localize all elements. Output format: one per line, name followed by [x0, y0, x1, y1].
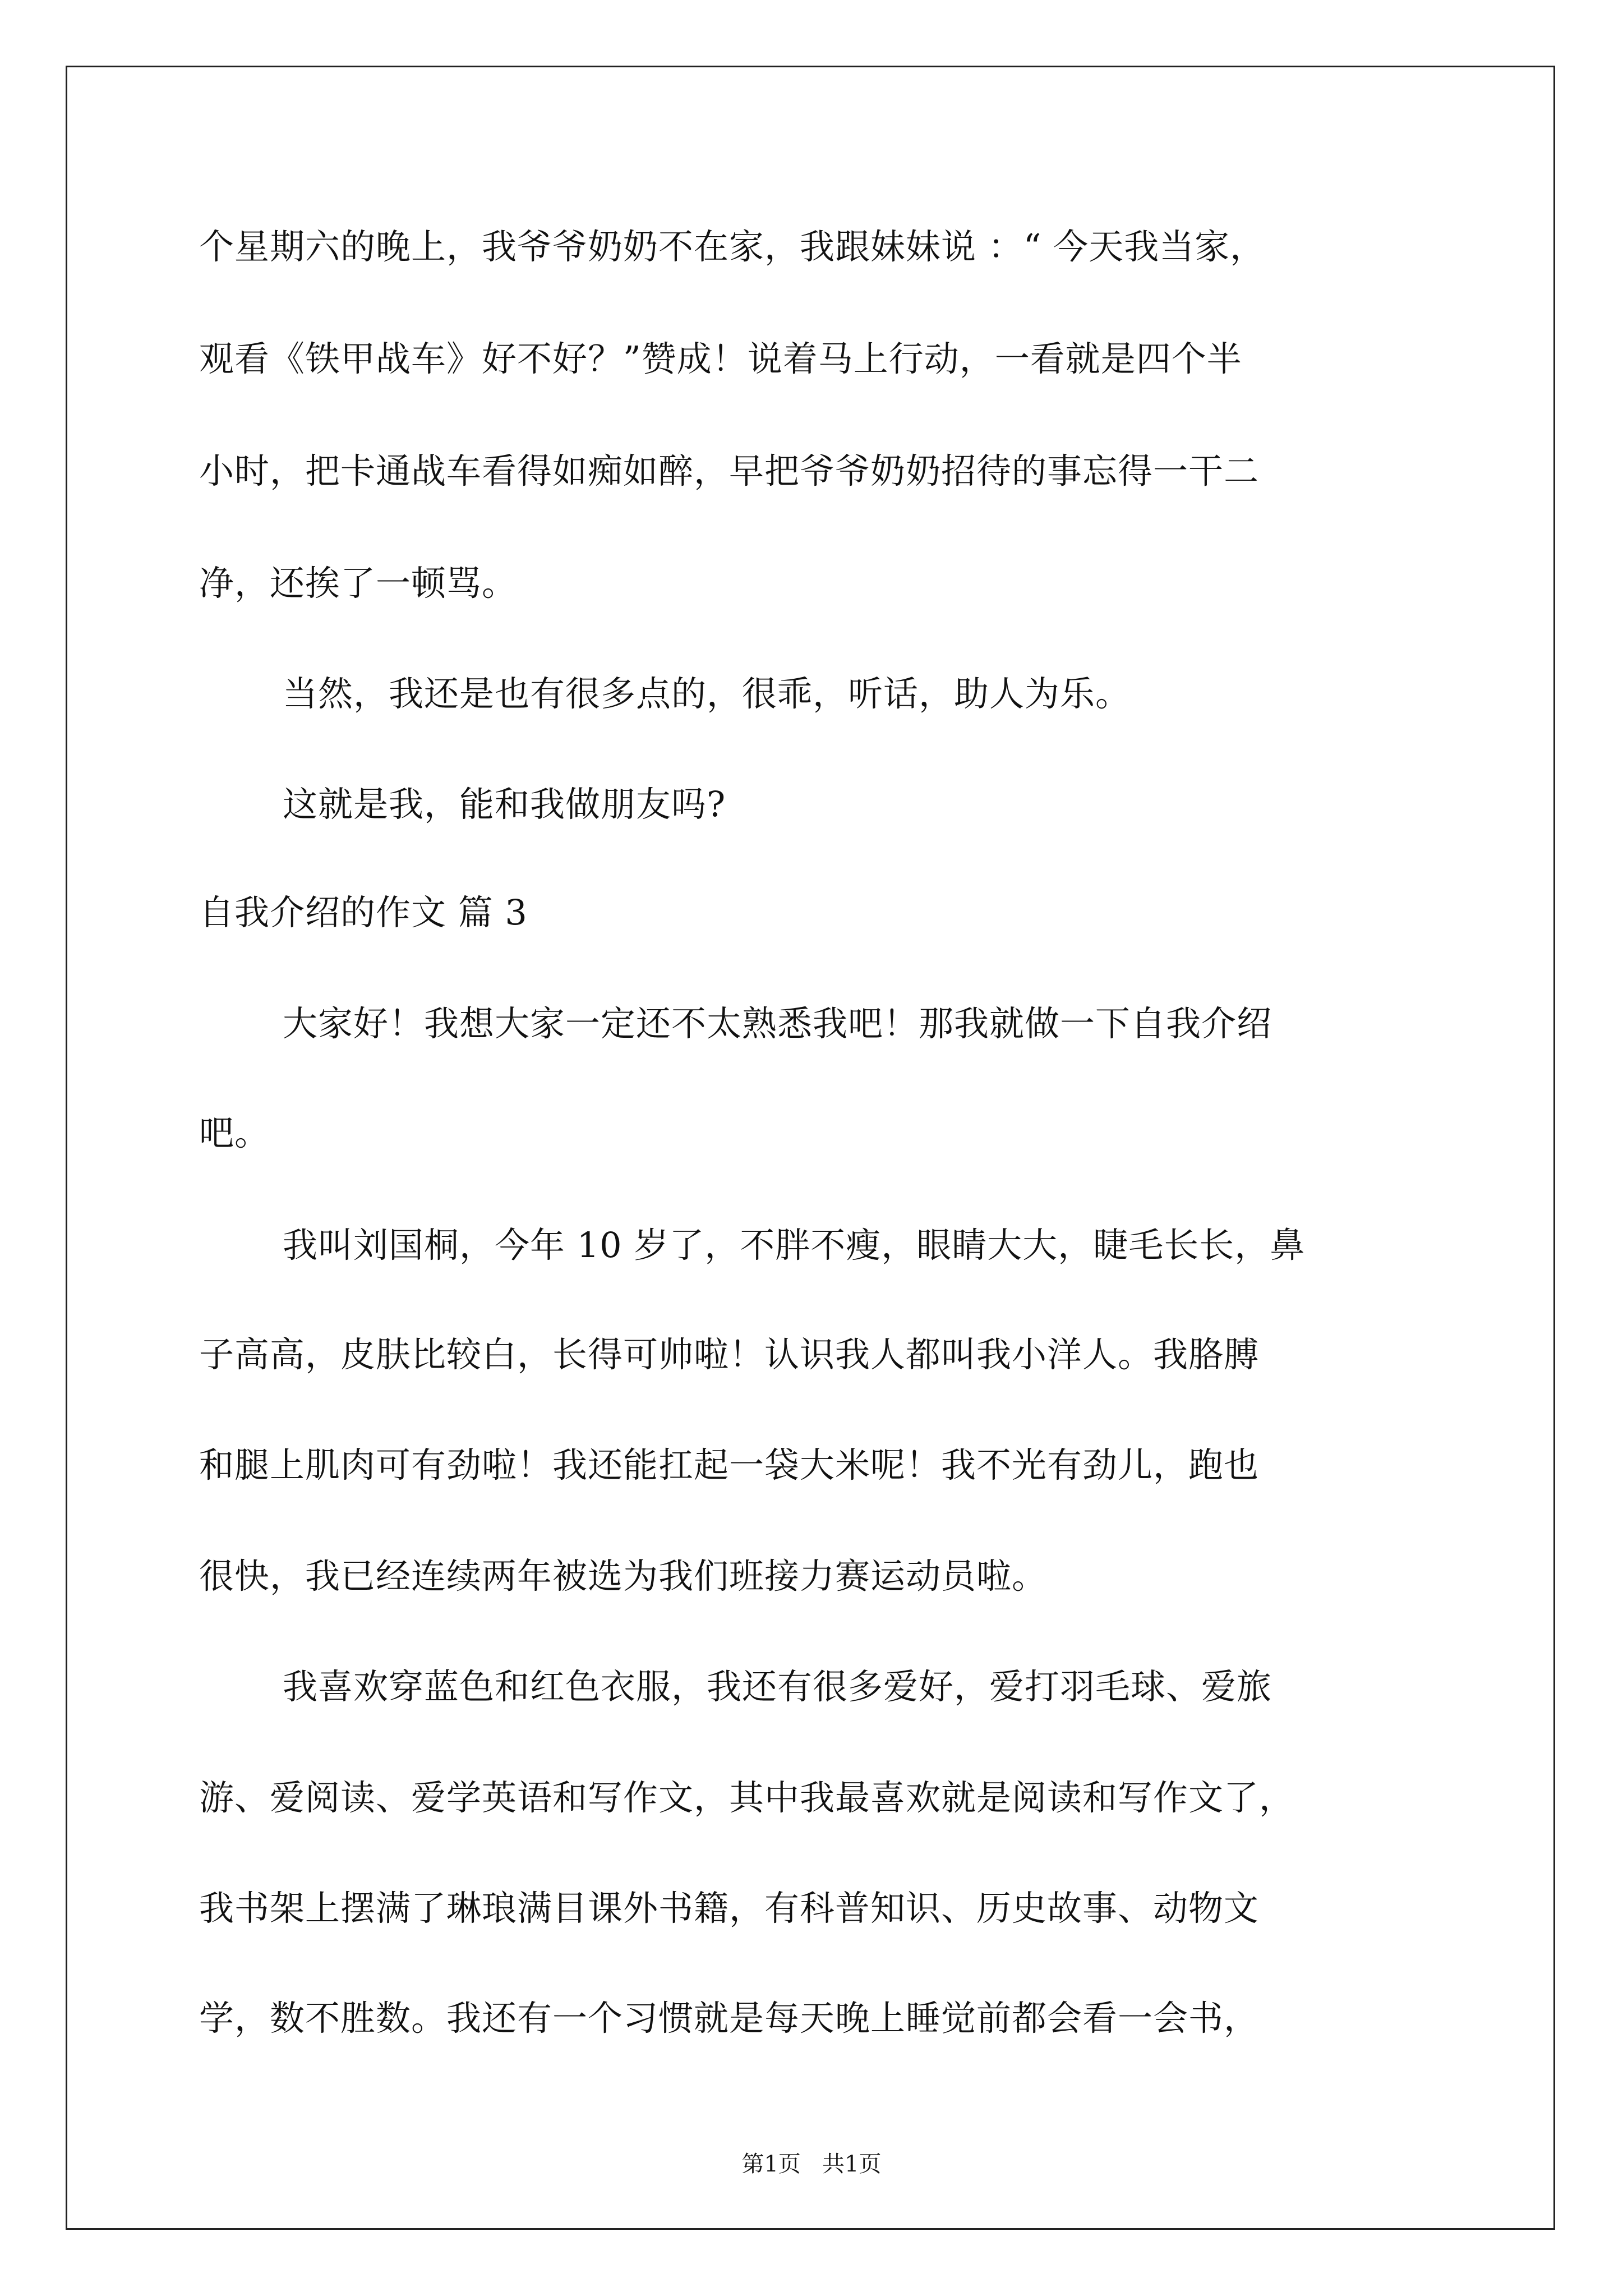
paragraph-line: 观看《铁甲战车》好不好？”赞成！说着马上行动，一看就是四个半: [199, 338, 1242, 379]
paragraph-line: 净，还挨了一顿骂。: [199, 563, 518, 604]
paragraph-line: 个星期六的晚上，我爷爷奶奶不在家，我跟妹妹说 ：“ 今天我当家，: [199, 226, 1266, 267]
paragraph-line: 我喜欢穿蓝色和红色衣服，我还有很多爱好，爱打羽毛球、爱旅: [283, 1666, 1272, 1707]
section-heading: 自我介绍的作文 篇 3: [199, 892, 528, 933]
paragraph-line: 游、爱阅读、爱学英语和写作文，其中我最喜欢就是阅读和写作文了，: [199, 1777, 1295, 1818]
paragraph-line: 和腿上肌肉可有劲啦！我还能扛起一袋大米呢！我不光有劲儿，跑也: [199, 1444, 1260, 1485]
paragraph-line: 吧。: [199, 1112, 270, 1153]
paragraph-line: 大家好！我想大家一定还不太熟悉我吧！那我就做一下自我介绍: [283, 1003, 1272, 1044]
paragraph-line: 我叫刘国桐，今年 10 岁了，不胖不瘦，眼睛大大，睫毛长长，鼻: [283, 1225, 1306, 1266]
paragraph-line: 小时，把卡通战车看得如痴如醉，早把爷爷奶奶招待的事忘得一干二: [199, 450, 1260, 491]
paragraph-line: 这就是我，能和我做朋友吗?: [283, 784, 726, 825]
paragraph-line: 当然，我还是也有很多点的，很乖，听话，助人为乐。: [283, 673, 1131, 714]
page-number: 第1页 共1页: [741, 2151, 882, 2177]
paragraph-line: 学，数不胜数。我还有一个习惯就是每天晚上睡觉前都会看一会书，: [199, 1998, 1260, 2039]
paragraph-line: 我书架上摆满了琳琅满目课外书籍，有科普知识、历史故事、动物文: [199, 1888, 1260, 1929]
paragraph-line: 子高高，皮肤比较白，长得可帅啦！认识我人都叫我小洋人。我胳膊: [199, 1334, 1260, 1375]
paragraph-line: 很快，我已经连续两年被选为我们班接力赛运动员啦。: [199, 1556, 1048, 1596]
